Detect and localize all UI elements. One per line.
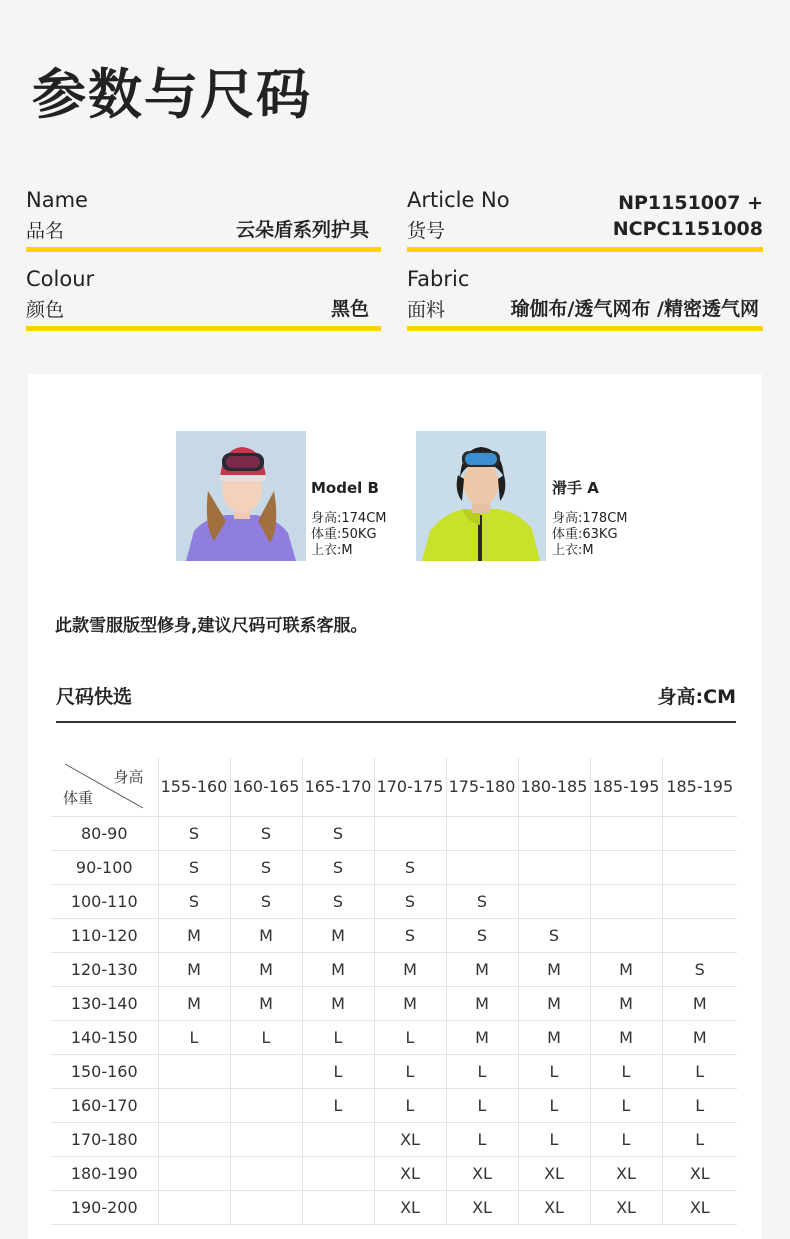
size-cell: M	[374, 952, 446, 986]
size-cell: M	[446, 952, 518, 986]
size-cell	[590, 918, 662, 952]
size-table-body	[51, 816, 737, 1224]
size-cell	[230, 1190, 302, 1224]
spec-name	[26, 188, 381, 252]
size-table-header	[51, 758, 737, 816]
size-cell: L	[158, 1020, 230, 1054]
size-cell: S	[446, 918, 518, 952]
size-cell: L	[230, 1020, 302, 1054]
size-cell: S	[374, 918, 446, 952]
spec-colour-en: Colour	[26, 267, 95, 291]
size-cell	[158, 1088, 230, 1122]
size-cell: L	[518, 1122, 590, 1156]
size-cell: S	[518, 918, 590, 952]
size-cell: L	[446, 1054, 518, 1088]
size-cell: XL	[446, 1156, 518, 1190]
size-cell: S	[158, 884, 230, 918]
spec-name-value: 云朵盾系列护具	[235, 219, 369, 241]
size-cell: XL	[590, 1156, 662, 1190]
size-cell: XL	[662, 1190, 737, 1224]
weight-cell: 120-130	[51, 952, 158, 986]
size-cell	[158, 1156, 230, 1190]
table-row	[51, 1020, 737, 1054]
model-a-photo	[416, 431, 546, 561]
size-cell: L	[662, 1054, 737, 1088]
weight-cell: 80-90	[51, 816, 158, 850]
size-cell	[230, 1156, 302, 1190]
size-cell: L	[518, 1088, 590, 1122]
size-cell: M	[230, 986, 302, 1020]
size-cell: L	[374, 1020, 446, 1054]
size-cell	[446, 816, 518, 850]
size-cell: M	[230, 952, 302, 986]
spec-article-cn: 货号	[407, 220, 446, 242]
model-a-weight: 体重:63KG	[552, 527, 618, 542]
size-cell: XL	[374, 1190, 446, 1224]
height-column-header: 170-175	[374, 758, 446, 816]
size-cell: L	[302, 1088, 374, 1122]
table-row	[51, 986, 737, 1020]
size-cell	[230, 1088, 302, 1122]
size-cell: XL	[446, 1190, 518, 1224]
size-cell: M	[662, 986, 737, 1020]
size-cell: M	[590, 1020, 662, 1054]
height-column-header: 185-195	[662, 758, 737, 816]
table-row	[51, 850, 737, 884]
size-cell: M	[374, 986, 446, 1020]
height-column-header: 165-170	[302, 758, 374, 816]
size-cell: L	[302, 1020, 374, 1054]
size-cell	[374, 816, 446, 850]
size-cell: S	[230, 884, 302, 918]
table-corner	[51, 758, 158, 816]
model-b-weight: 体重:50KG	[311, 527, 377, 542]
spec-fabric-en: Fabric	[407, 267, 470, 291]
size-cell: S	[230, 850, 302, 884]
weight-cell: 130-140	[51, 986, 158, 1020]
height-column-header: 160-165	[230, 758, 302, 816]
height-column-header: 175-180	[446, 758, 518, 816]
weight-cell: 110-120	[51, 918, 158, 952]
size-cell: L	[590, 1054, 662, 1088]
size-cell: XL	[518, 1156, 590, 1190]
size-cell	[302, 1156, 374, 1190]
model-a-name: 滑手 A	[552, 479, 599, 497]
quick-select-header	[56, 680, 736, 723]
size-cell: M	[590, 986, 662, 1020]
spec-article-value-line1: NP1151007 +	[618, 192, 763, 214]
model-b-height: 身高:174CM	[311, 511, 387, 526]
size-cell: L	[590, 1122, 662, 1156]
model-a-height: 身高:178CM	[552, 511, 628, 526]
size-cell	[662, 918, 737, 952]
table-row	[51, 884, 737, 918]
size-cell	[230, 1054, 302, 1088]
size-cell: M	[518, 1020, 590, 1054]
size-cell: XL	[374, 1156, 446, 1190]
spec-article-en: Article No	[407, 188, 510, 212]
size-cell: S	[230, 816, 302, 850]
spec-article	[407, 188, 763, 252]
size-cell	[590, 850, 662, 884]
size-cell	[446, 850, 518, 884]
size-cell	[158, 1122, 230, 1156]
spec-name-en: Name	[26, 188, 88, 212]
table-row	[51, 1156, 737, 1190]
size-cell: S	[302, 850, 374, 884]
spec-article-value-line2: NCPC1151008	[612, 218, 763, 240]
spec-fabric	[407, 267, 763, 331]
weight-cell: 170-180	[51, 1122, 158, 1156]
size-cell	[230, 1122, 302, 1156]
table-row	[51, 1190, 737, 1224]
size-cell: S	[374, 884, 446, 918]
size-cell: L	[302, 1054, 374, 1088]
model-b-photo	[176, 431, 306, 561]
size-cell: M	[158, 918, 230, 952]
size-cell	[302, 1190, 374, 1224]
size-cell: M	[230, 918, 302, 952]
table-row	[51, 952, 737, 986]
size-cell: M	[662, 1020, 737, 1054]
size-cell: M	[518, 986, 590, 1020]
fit-note: 此款雪服版型修身,建议尺码可联系客服。	[55, 616, 368, 636]
size-cell	[662, 850, 737, 884]
spec-name-cn: 品名	[26, 220, 65, 242]
weight-cell: 190-200	[51, 1190, 158, 1224]
spec-colour-cn: 颜色	[26, 299, 65, 321]
size-table	[51, 758, 737, 1225]
size-cell: S	[302, 816, 374, 850]
weight-cell: 90-100	[51, 850, 158, 884]
size-cell: M	[302, 952, 374, 986]
size-cell: L	[662, 1088, 737, 1122]
size-cell: L	[518, 1054, 590, 1088]
page-title: 参数与尺码	[32, 63, 312, 126]
model-a-top: 上衣:M	[552, 543, 594, 558]
spec-article-value	[613, 190, 763, 242]
table-row	[51, 1088, 737, 1122]
size-cell: M	[446, 1020, 518, 1054]
spec-colour-value: 黑色	[330, 298, 369, 320]
table-row	[51, 1122, 737, 1156]
size-cell: M	[518, 952, 590, 986]
spec-colour	[26, 267, 381, 331]
size-cell: L	[590, 1088, 662, 1122]
size-cell	[590, 816, 662, 850]
size-cell: L	[662, 1122, 737, 1156]
weight-cell: 150-160	[51, 1054, 158, 1088]
quick-select-unit: 身高:CM	[657, 686, 736, 708]
size-cell	[158, 1190, 230, 1224]
size-cell	[662, 884, 737, 918]
size-cell: S	[158, 816, 230, 850]
spec-fabric-cn: 面料	[407, 299, 446, 321]
size-cell: S	[662, 952, 737, 986]
size-cell: S	[158, 850, 230, 884]
size-cell: M	[302, 918, 374, 952]
quick-select-title: 尺码快选	[56, 686, 133, 708]
size-cell	[518, 884, 590, 918]
size-cell	[590, 884, 662, 918]
size-cell	[518, 816, 590, 850]
size-card	[28, 374, 762, 1239]
size-cell: L	[374, 1054, 446, 1088]
weight-cell: 180-190	[51, 1156, 158, 1190]
size-cell: S	[302, 884, 374, 918]
model-b-top: 上衣:M	[311, 543, 353, 558]
model-b-info	[311, 480, 387, 559]
size-cell: M	[302, 986, 374, 1020]
size-cell: L	[446, 1122, 518, 1156]
size-cell: XL	[374, 1122, 446, 1156]
size-cell: L	[446, 1088, 518, 1122]
size-cell: M	[446, 986, 518, 1020]
size-cell: S	[446, 884, 518, 918]
table-row	[51, 918, 737, 952]
size-cell	[518, 850, 590, 884]
size-cell: M	[158, 952, 230, 986]
corner-weight-label: 体重	[63, 788, 94, 807]
corner-height-label: 身高	[113, 768, 144, 786]
size-cell: XL	[518, 1190, 590, 1224]
weight-cell: 140-150	[51, 1020, 158, 1054]
model-a-info	[552, 480, 628, 559]
size-cell: M	[158, 986, 230, 1020]
weight-cell: 160-170	[51, 1088, 158, 1122]
size-cell	[302, 1122, 374, 1156]
size-cell: L	[374, 1088, 446, 1122]
height-column-header: 180-185	[518, 758, 590, 816]
spec-fabric-value: 瑜伽布/透气网布 /精密透气网	[510, 298, 759, 320]
weight-cell: 100-110	[51, 884, 158, 918]
size-cell: XL	[590, 1190, 662, 1224]
table-row	[51, 1054, 737, 1088]
height-column-header: 155-160	[158, 758, 230, 816]
size-cell	[662, 816, 737, 850]
model-b-name: Model B	[311, 479, 379, 497]
size-cell: XL	[662, 1156, 737, 1190]
height-column-header: 185-195	[590, 758, 662, 816]
size-cell: S	[374, 850, 446, 884]
size-cell	[158, 1054, 230, 1088]
table-row	[51, 816, 737, 850]
size-cell: M	[590, 952, 662, 986]
